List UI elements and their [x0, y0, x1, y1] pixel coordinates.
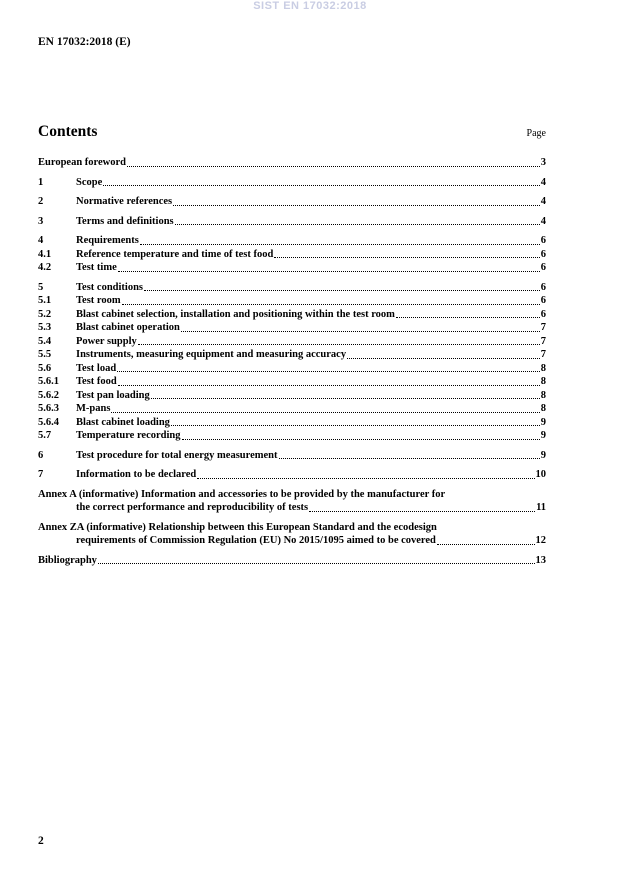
toc-entry-title: Information to be declared	[76, 469, 197, 480]
toc-entry[interactable]	[38, 234, 546, 248]
toc-leader	[279, 458, 540, 459]
toc-leader	[437, 544, 535, 545]
toc-entry-page: 6	[540, 248, 546, 260]
toc-leader	[144, 290, 540, 291]
toc-entry-number: 5.6	[38, 362, 52, 374]
toc-entry-page: 7	[540, 349, 546, 360]
toc-entry-title: Power supply	[76, 335, 137, 347]
toc-entry-title: Bibliography	[38, 554, 97, 566]
toc-entry[interactable]	[38, 176, 546, 190]
toc-entry-annex[interactable]	[38, 488, 546, 515]
toc-entry[interactable]	[38, 281, 546, 295]
toc-entry[interactable]	[38, 195, 546, 209]
toc-entry[interactable]	[38, 156, 546, 170]
toc-entry[interactable]	[38, 335, 546, 349]
toc-entry-title: Test conditions	[76, 281, 144, 293]
toc-entry-page: 13	[535, 554, 546, 566]
annex-title-line1: Annex ZA (informative) Relationship between this European Standard and the ecodesign	[38, 521, 437, 533]
toc-entry-number: 5.5	[38, 349, 52, 360]
toc-leader	[118, 271, 540, 272]
toc-entry[interactable]	[38, 248, 546, 262]
toc-entry-title: Terms and definitions	[76, 215, 174, 227]
annex-title-line1: Annex A (informative) Information and accessories to be provided by the manufacturer for	[38, 488, 446, 500]
toc-entry[interactable]	[38, 429, 546, 443]
toc-entry-number: 5.3	[38, 322, 52, 333]
annex-title-line2	[38, 501, 546, 515]
toc-entry-annex[interactable]	[38, 521, 546, 548]
toc-entry-title: Test load	[76, 362, 117, 374]
toc-entry-number: 4.1	[38, 248, 52, 260]
toc-entry-number: 5.6.1	[38, 376, 59, 387]
toc-entry-page: 6	[540, 235, 546, 246]
toc-entry[interactable]	[38, 362, 546, 376]
toc-entry[interactable]	[38, 348, 546, 362]
toc-entry-title: Blast cabinet operation	[76, 322, 180, 333]
toc-leader	[173, 205, 540, 206]
toc-leader	[127, 166, 540, 167]
toc-entry-number: 5	[38, 281, 44, 293]
toc-entry-page: 6	[540, 262, 546, 273]
toc-entry[interactable]	[38, 308, 546, 322]
toc-leader	[182, 439, 540, 440]
page-number: 2	[38, 835, 44, 847]
toc-entry[interactable]	[38, 402, 546, 416]
toc-entry-number: 4.2	[38, 262, 52, 273]
annex-title-line2	[38, 534, 546, 548]
toc-entry-page: 4	[540, 215, 546, 227]
toc-entry-number: 5.6.3	[38, 403, 59, 414]
toc-leader	[118, 385, 540, 386]
toc-entry-bibliography[interactable]	[38, 554, 546, 568]
toc-leader	[151, 398, 540, 399]
page-column-label: Page	[526, 128, 546, 139]
toc-entry-title: Requirements	[76, 235, 139, 246]
page-title: Contents	[38, 123, 98, 140]
toc-entry-page: 6	[540, 308, 546, 320]
toc-entry[interactable]	[38, 261, 546, 275]
toc-leader	[171, 425, 540, 426]
toc-leader	[117, 371, 540, 372]
toc-entry-page: 7	[540, 322, 546, 333]
toc-entry-number: 5.1	[38, 295, 52, 306]
toc-entry-page: 12	[535, 535, 546, 546]
toc-entry[interactable]	[38, 389, 546, 403]
toc-entry-page: 6	[540, 295, 546, 306]
toc-leader	[122, 304, 540, 305]
toc-entry-title: Temperature recording	[76, 430, 181, 441]
toc-entry-page: 4	[540, 196, 546, 207]
toc-leader	[274, 257, 539, 258]
toc-leader	[140, 244, 540, 245]
toc-entry-page: 4	[540, 176, 546, 188]
toc-leader	[175, 224, 540, 225]
toc-entry-title: Test food	[76, 376, 117, 387]
toc-leader	[309, 511, 535, 512]
toc-entry-title: Test time	[76, 262, 117, 273]
toc-entry-title: European foreword	[38, 157, 126, 168]
toc-leader	[111, 412, 539, 413]
toc-entry-title: Blast cabinet selection, installation and positioning within the test room	[76, 308, 395, 320]
toc-entry-page: 10	[535, 469, 546, 480]
toc-entry[interactable]	[38, 449, 546, 463]
toc-entry[interactable]	[38, 215, 546, 229]
toc-entry-page: 3	[540, 157, 546, 168]
toc-entry-number: 1	[38, 176, 44, 188]
toc-entry-title: Test pan loading	[76, 389, 150, 401]
toc-entry-number: 4	[38, 235, 44, 246]
toc-entry-number: 5.4	[38, 335, 52, 347]
toc-entry-title: Blast cabinet loading	[76, 416, 170, 428]
toc-entry-page: 7	[540, 335, 546, 347]
toc-leader	[98, 563, 535, 564]
toc-entry[interactable]	[38, 375, 546, 389]
annex-title-continuation: the correct performance and reproducibility of tests	[76, 502, 309, 513]
document-id: EN 17032:2018 (E)	[38, 36, 131, 48]
toc-leader	[197, 478, 534, 479]
toc-entry-number: 5.7	[38, 430, 52, 441]
toc-leader	[396, 317, 540, 318]
toc-entry[interactable]	[38, 416, 546, 430]
toc-leader	[138, 344, 540, 345]
toc-entry-number: 6	[38, 449, 44, 461]
toc-entry-title: Test procedure for total energy measurement	[76, 449, 278, 461]
toc-entry-number: 7	[38, 469, 44, 480]
toc-entry-number: 3	[38, 215, 44, 227]
table-of-contents	[38, 156, 546, 567]
toc-entry-title: Instruments, measuring equipment and measuring accuracy	[76, 349, 347, 360]
toc-entry-page: 8	[540, 376, 546, 387]
toc-entry-page: 9	[540, 430, 546, 441]
toc-entry-page: 6	[540, 281, 546, 293]
toc-entry-page: 9	[540, 449, 546, 461]
toc-entry[interactable]	[38, 321, 546, 335]
toc-entry-page: 8	[540, 389, 546, 401]
toc-leader	[347, 358, 540, 359]
toc-entry-number: 5.6.4	[38, 416, 59, 428]
toc-entry-title: Scope	[76, 176, 103, 188]
toc-entry-title: Normative references	[76, 196, 173, 207]
toc-entry[interactable]	[38, 294, 546, 308]
watermark: SIST EN 17032:2018	[253, 0, 367, 12]
toc-entry-number: 2	[38, 196, 44, 207]
toc-leader	[181, 331, 540, 332]
toc-leader	[103, 185, 540, 186]
toc-entry-page: 9	[540, 416, 546, 428]
toc-entry-number: 5.2	[38, 308, 52, 320]
toc-entry-title: M-pans	[76, 403, 111, 414]
toc-entry[interactable]	[38, 468, 546, 482]
toc-entry-title: Test room	[76, 295, 121, 306]
toc-entry-page: 8	[540, 403, 546, 414]
toc-entry-title: Reference temperature and time of test food	[76, 248, 274, 260]
toc-entry-page: 11	[536, 502, 546, 513]
toc-entry-page: 8	[540, 362, 546, 374]
annex-title-continuation: requirements of Commission Regulation (EU) No 2015/1095 aimed to be covered	[76, 535, 436, 546]
toc-entry-number: 5.6.2	[38, 389, 59, 401]
